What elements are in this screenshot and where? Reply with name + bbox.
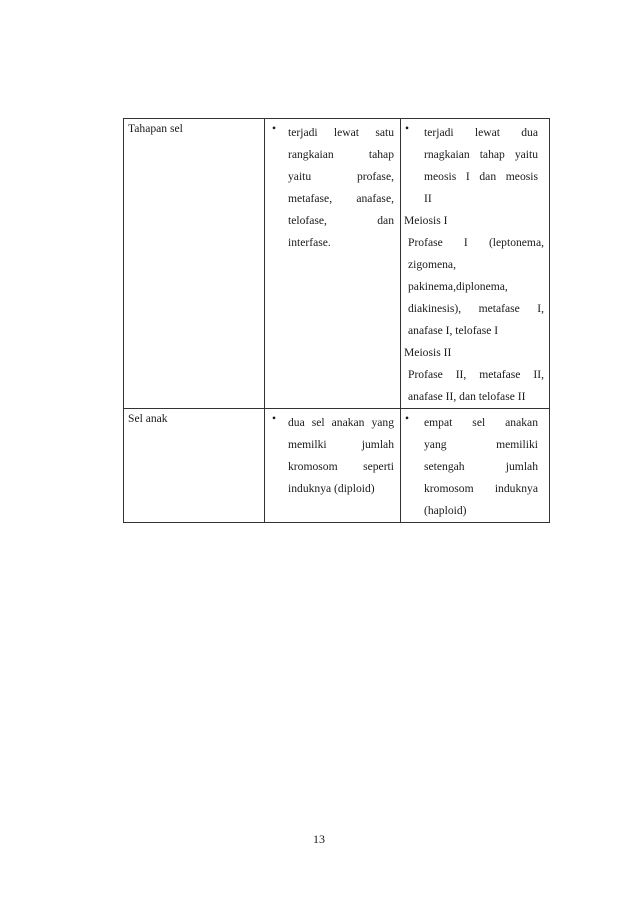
text-line: diakinesis), metafase I, [408, 302, 544, 315]
text-line: kromosom seperti [288, 460, 394, 473]
text-line: anafase II, dan telofase II [408, 390, 526, 403]
text-line: rnagkaian tahap yaitu [424, 148, 538, 161]
bullet-icon: • [405, 122, 410, 135]
text-line: pakinema,diplonema, [408, 280, 508, 293]
text-line: yang memiliki [424, 438, 538, 451]
text-line: terjadi lewat satu [288, 126, 394, 139]
text-line: Profase II, metafase II, [408, 368, 544, 381]
table-row-tahapan-sel [124, 119, 550, 409]
text-line: meosis I dan meosis [424, 170, 538, 183]
bullet-icon: • [272, 412, 277, 425]
row-label-cell [124, 409, 265, 523]
bullet-icon: • [272, 122, 277, 135]
row-label: Sel anak [128, 412, 168, 425]
text-line: yaitu profase, [288, 170, 394, 183]
bullet-icon: • [405, 412, 410, 425]
page-number: 13 [313, 832, 325, 846]
text-line: terjadi lewat dua [424, 126, 538, 139]
text-line: kromosom induknya [424, 482, 538, 495]
text-line: rangkaian tahap [288, 148, 394, 161]
comparison-table [123, 118, 550, 523]
meiosis-2-heading: Meiosis II [404, 346, 452, 359]
text-line: memilki jumlah [288, 438, 394, 451]
text-line: setengah jumlah [424, 460, 538, 473]
meiosis-cell [401, 409, 550, 523]
text-line: interfase. [288, 236, 331, 249]
text-line: (haploid) [424, 504, 467, 517]
row-label-cell [124, 119, 265, 409]
text-line: anafase I, telofase I [408, 324, 499, 337]
mitosis-cell [265, 119, 401, 409]
row-label: Tahapan sel [128, 122, 183, 135]
meiosis-cell [401, 119, 550, 409]
text-line: telofase, dan [288, 214, 394, 227]
text-line: metafase, anafase, [288, 192, 394, 205]
mitosis-cell [265, 409, 401, 523]
text-line: empat sel anakan [424, 416, 538, 429]
text-line: II [424, 192, 432, 205]
text-line: zigomena, [408, 258, 456, 271]
text-line: induknya (diploid) [288, 482, 375, 495]
meiosis-1-heading: Meiosis I [404, 214, 448, 227]
text-line: Profase I (leptonema, [408, 236, 544, 249]
text-line: dua sel anakan yang [288, 416, 394, 429]
table-row-sel-anak [124, 409, 550, 523]
